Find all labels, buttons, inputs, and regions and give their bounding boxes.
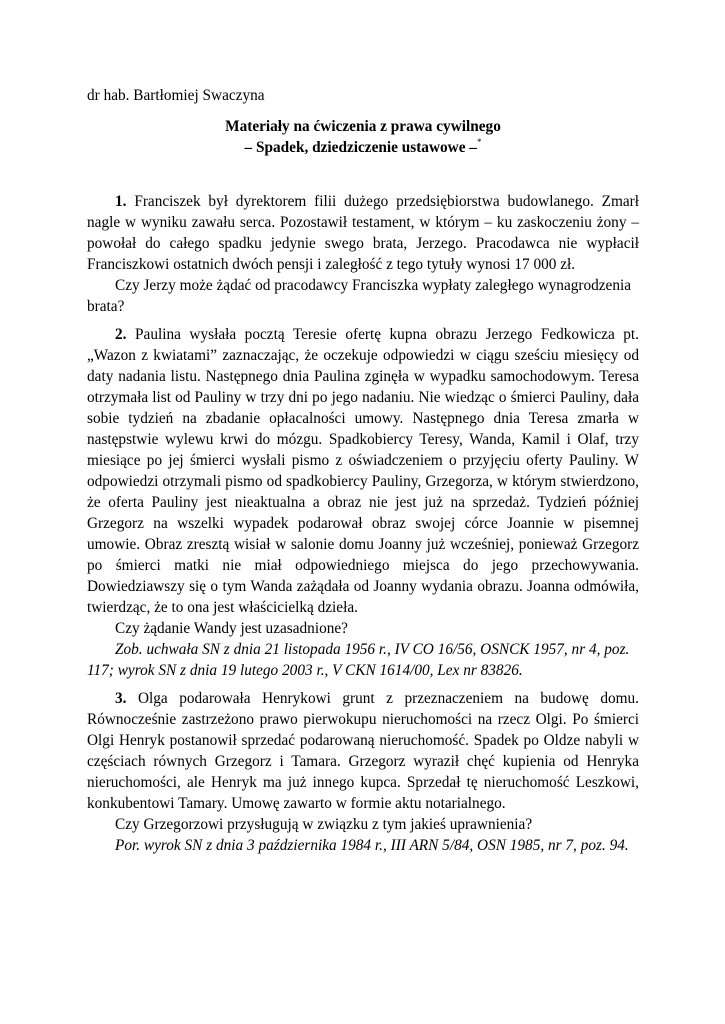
footnote-marker: * (476, 137, 482, 147)
task-1-body (87, 191, 639, 275)
task-3-text: Olga podarowała Henrykowi grunt z przeznaczeniem na budowę domu. Równocześnie zastrzeżono prawo pierwokupu nieruchomości na rzecz Olgi. Po śmierci Olgi Henryk postanowił sprzedać podarowaną nieruchomość. Spadek po Oldze nabyli w częściach równych Grzegorz i Tamara. Grzegorz wyraził chęć kupienia od Henryka nieruchomości, ale Henryk ma już innego kupca. Sprzedał tę nieruchomość Leszkowi, konkubentowi Tamary. Umowę zawarto w formie aktu notarialnego. (87, 690, 639, 812)
task-3-number: 3. (115, 690, 127, 707)
title-line-1: Materiały na ćwiczenia z prawa cywilnego (225, 118, 501, 135)
task-3-reference: Por. wyrok SN z dnia 3 października 1984 r., III ARN 5/84, OSN 1985, nr 7, poz. 94. (115, 837, 629, 854)
title-line-2-text: – Spadek, dziedziczenie ustawowe – (244, 139, 477, 156)
task-2-reference: Zob. uchwała SN z dnia 21 listopada 1956 r., IV CO 16/56, OSNCK 1957, nr 4, poz. 117; wyrok SN z dnia 19 lutego 2003 r., V CKN 1614/00, Lex nr 83826. (87, 641, 630, 679)
task-2-text: Paulina wysłała pocztą Teresie ofertę kupna obrazu Jerzego Fedkowicza pt. „Wazon z kwiatami” zaznaczając, że oczekuje odpowiedzi w ciągu sześciu miesięcy od daty nadania listu. Następnego dnia Paulina zginęła w wypadku samochodowym. Teresa otrzymała list od Pauliny w trzy dni po jego nadaniu. Nie wiedząc o śmierci Pauliny, dała sobie tydzień na zbadanie opłacalności umowy. Następnego dnia Teresa zmarła w następstwie wylewu krwi do mózgu. Spadkobiercy Teresy, Wanda, Kamil i Olaf, trzy miesiące po jej śmierci wysłali pismo z oświadczeniem o przyjęciu oferty Pauliny. W odpowiedzi otrzymali pismo od spadkobiercy Pauliny, Grzegorza, w którym stwierdzono, że oferta Pauliny jest nieaktualna a obraz nie jest już na sprzedaż. Tydzień później Grzegorz na wszelki wypadek podarował obraz swojej córce Joannie w pisemnej umowie. Obraz zresztą wisiał w salonie domu Joanny już wcześniej, ponieważ Grzegorz po śmierci matki nie miał odpowiedniego miejsca do jego przechowywania. Dowiedziawszy się o tym Wanda zażądała od Joanny wydania obrazu. Joanna odmówiła, twierdząc, że to ona jest właścicielką dzieła. (87, 326, 639, 616)
task-2-question: Czy żądanie Wandy jest uzasadnione? (115, 620, 348, 637)
author-line: dr hab. Bartłomiej Swaczyna (87, 87, 265, 104)
document-page (87, 85, 639, 863)
task-3-body (87, 688, 639, 814)
task-2-body (87, 324, 639, 618)
task-3 (87, 688, 639, 856)
task-2 (87, 324, 639, 681)
task-1 (87, 191, 639, 317)
title-line-2 (87, 137, 639, 158)
task-1-number: 1. (115, 193, 127, 210)
task-1-text: Franciszek był dyrektorem filii dużego przedsiębiorstwa budowlanego. Zmarł nagle w wyniku zawału serca. Pozostawił testament, w którym – ku zaskoczeniu żony – powołał do całego spadku jedynie swego brata, Jerzego. Pracodawca nie wypłacił Franciszkowi ostatnich dwóch pensji i zaległość z tego tytuły wynosi 17 000 zł. (87, 193, 640, 273)
task-1-question: Czy Jerzy może żądać od pracodawcy Franciszka wypłaty zaległego wynagrodzenia brata? (87, 277, 632, 315)
task-2-number: 2. (115, 326, 127, 343)
document-title (87, 116, 639, 158)
task-3-question: Czy Grzegorzowi przysługują w związku z tym jakieś uprawnienia? (115, 816, 533, 833)
